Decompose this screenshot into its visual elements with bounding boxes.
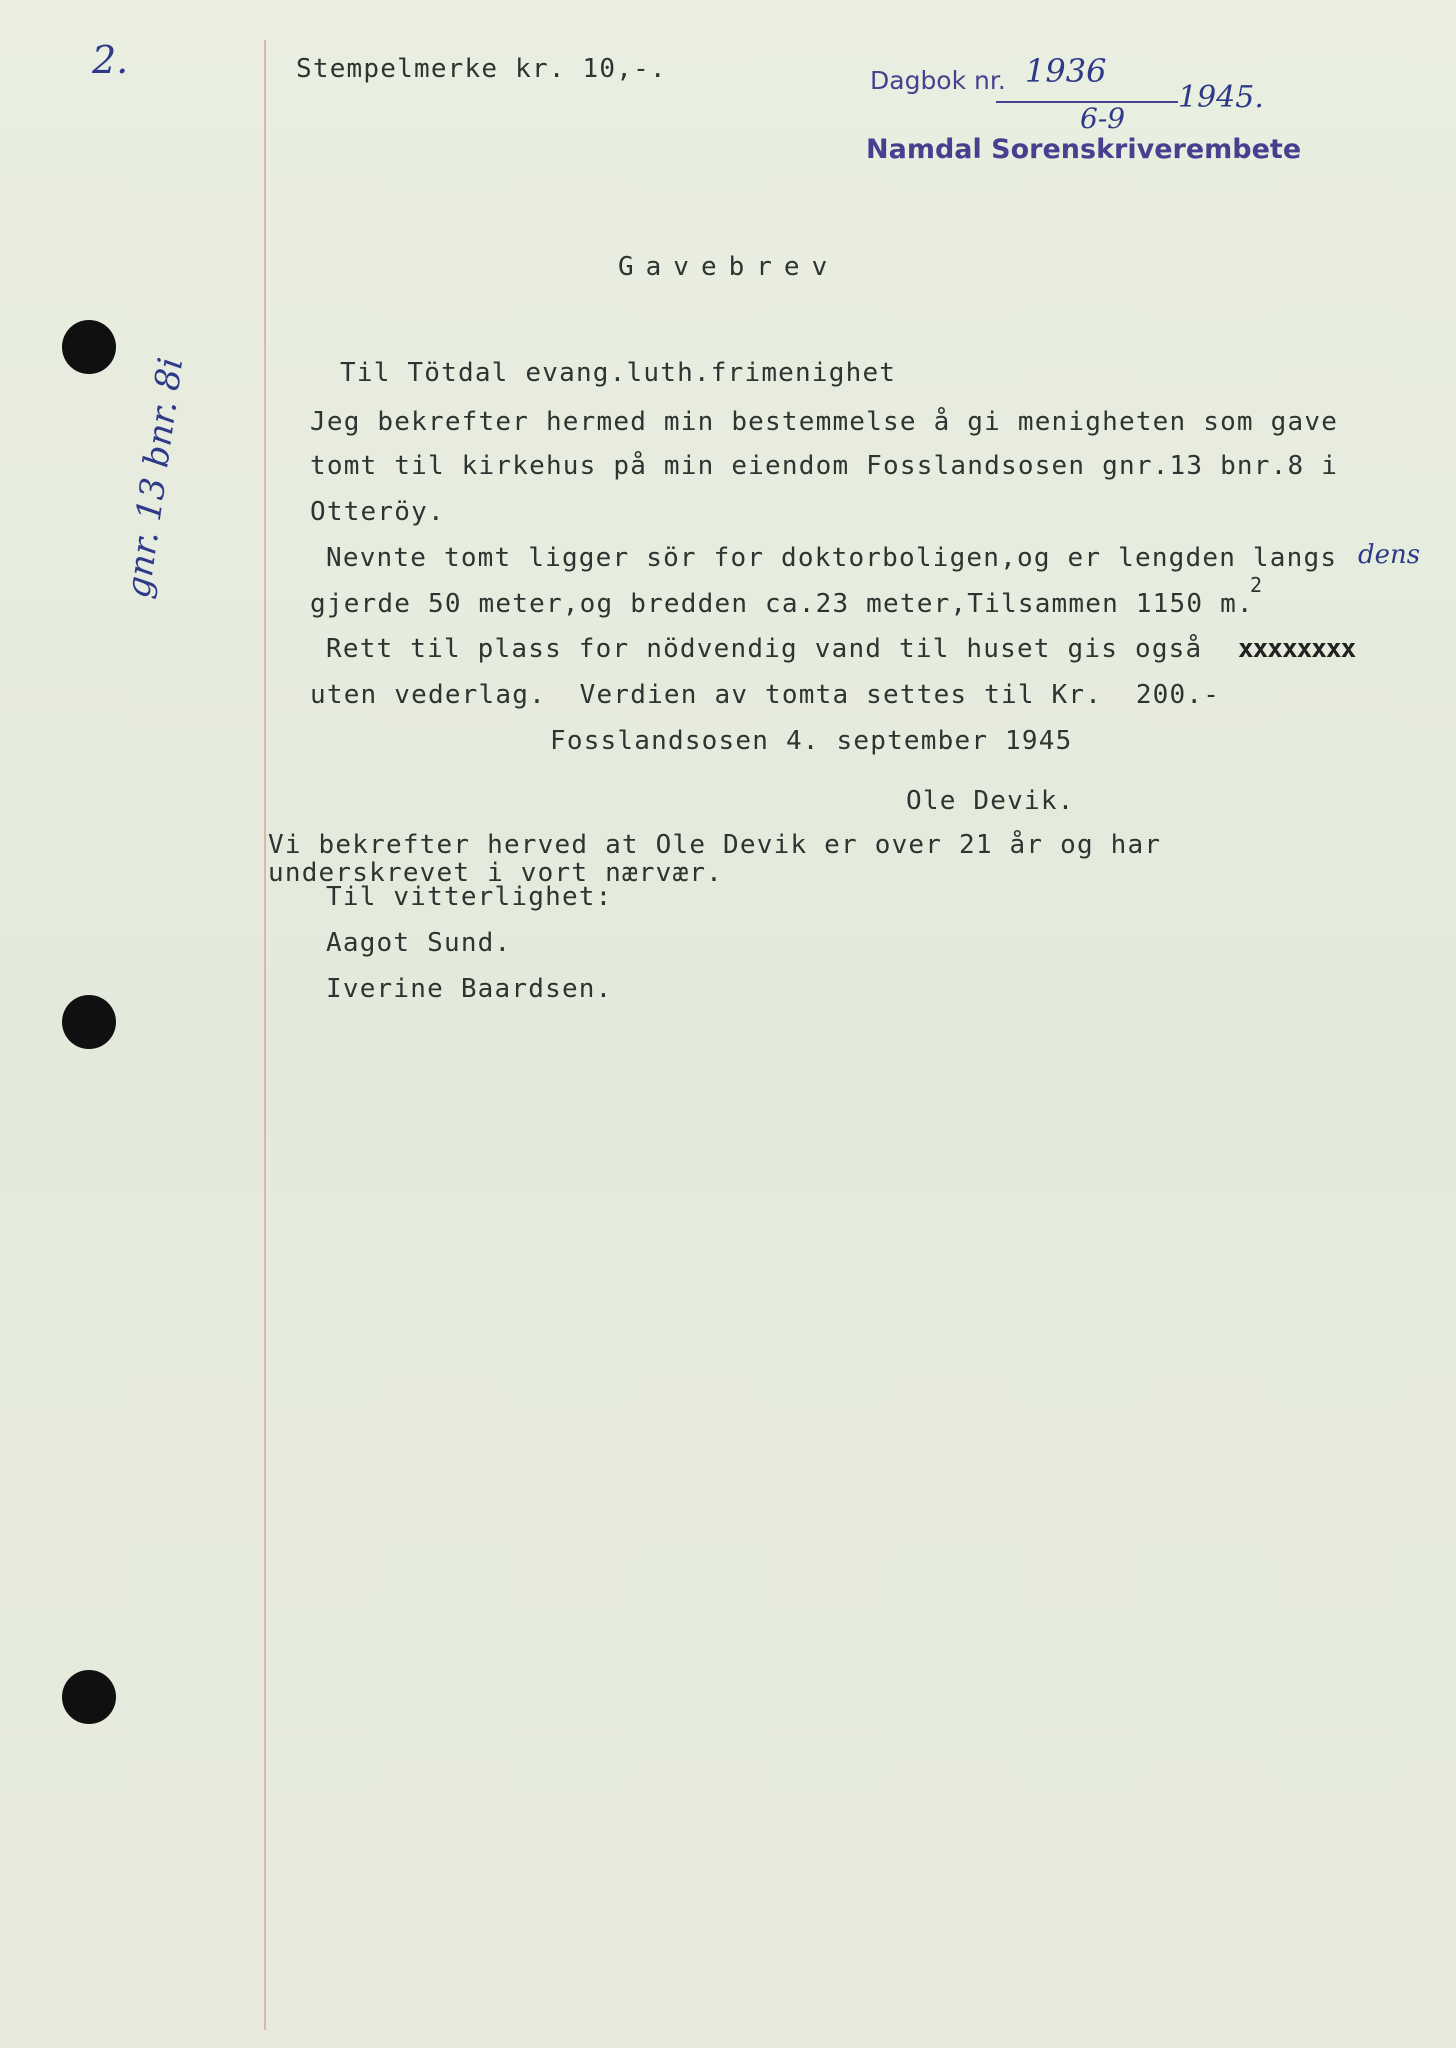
body-line: gjerde 50 meter,og bredden ca.23 meter,Tilsammen 1150 m. — [310, 589, 1254, 619]
addressee-line: Til Tötdal evang.luth.frimenighet — [340, 358, 897, 388]
witness-statement: Vi bekrefter herved at Ole Devik er over 21 år og har — [268, 830, 1162, 860]
corner-page-number: 2. — [92, 38, 129, 82]
superscript: 2 — [1250, 573, 1264, 597]
punch-hole — [62, 1670, 116, 1724]
dagbok-year: 1945. — [1178, 80, 1264, 115]
body-line: Nevnte tomt ligger sör for doktorboligen,og er lengden langs — [326, 543, 1338, 573]
dagbok-label: Dagbok nr. — [870, 66, 1006, 95]
punch-hole — [62, 320, 116, 374]
body-line: Jeg bekrefter hermed min bestemmelse å gi menigheten som gave — [310, 407, 1339, 437]
body-line: Rett til plass for nödvendig vand til huset gis også — [326, 634, 1203, 664]
dagbok-date: 6-9 — [1080, 102, 1126, 135]
body-line: Otteröy. — [310, 497, 445, 527]
document-title: Gavebrev — [618, 252, 840, 282]
margin-rule — [264, 40, 266, 2030]
signature-line: Ole Devik. — [906, 786, 1075, 816]
witness-heading: Til vitterlighet: — [326, 882, 613, 912]
body-line: tomt til kirkehus på min eiendom Fosslandsosen gnr.13 bnr.8 i — [310, 451, 1339, 481]
punch-hole — [62, 995, 116, 1049]
handwritten-insert: dens — [1358, 540, 1421, 570]
witness-name: Aagot Sund. — [326, 928, 512, 958]
witness-statement: underskrevet i vort nærvær. — [268, 858, 724, 888]
office-name: Namdal Sorenskriverembete — [866, 134, 1302, 165]
place-date-line: Fosslandsosen 4. september 1945 — [550, 726, 1073, 756]
stamp-duty-note: Stempelmerke kr. 10,-. — [296, 54, 667, 84]
dagbok-number: 1936 — [1025, 52, 1107, 90]
margin-annotation: gnr. 13 bnr. 8i — [118, 355, 192, 601]
struck-out-word: xxxxxxxx — [1238, 634, 1356, 664]
witness-name: Iverine Baardsen. — [326, 974, 613, 1004]
body-line: uten vederlag. Verdien av tomta settes til Kr. 200.- — [310, 680, 1221, 710]
